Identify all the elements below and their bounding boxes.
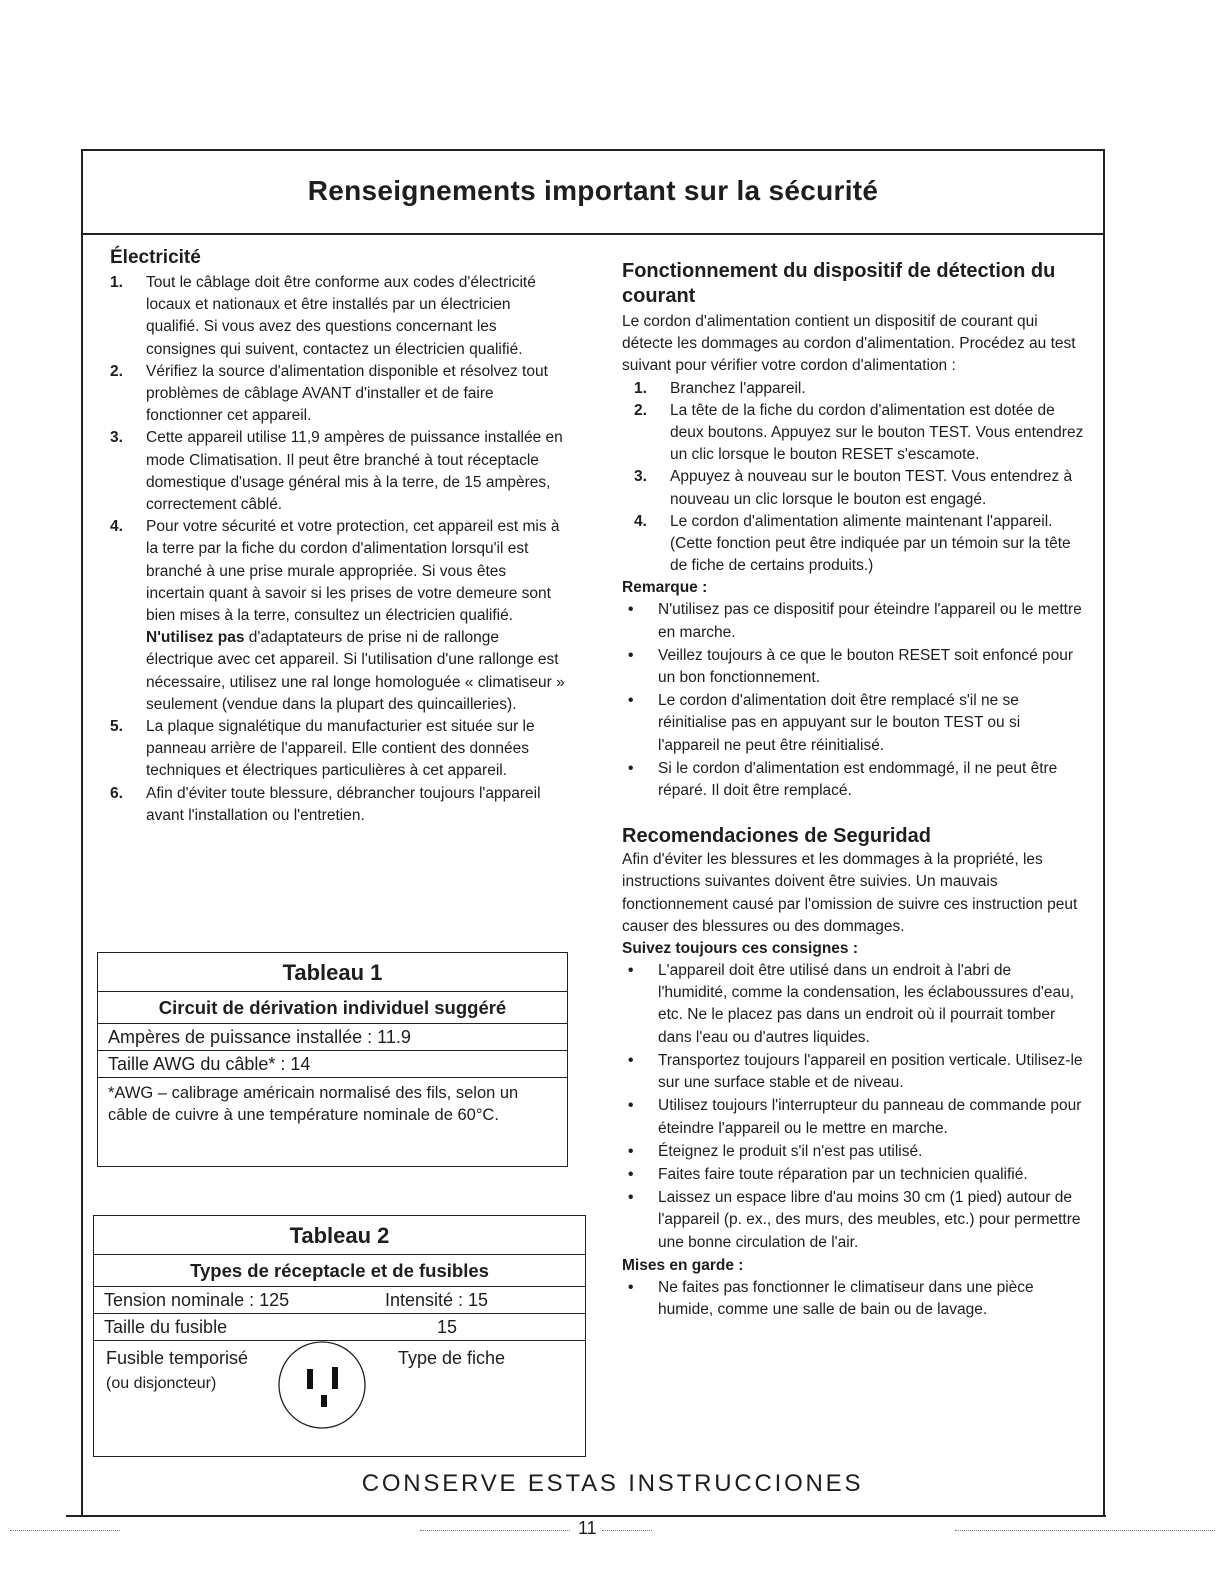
list-item: • Transportez toujours l'appareil en position verticale. Utilisez-le sur une surface stable et de niveau. (628, 1051, 1083, 1092)
page-line-left (420, 1530, 570, 1531)
list-item: 2. La tête de la fiche du cordon d'alimentation est dotée de deux boutons. Appuyez sur le bouton TEST. Vous entendrez un clic lorsque le bouton RESET s'escamote. (634, 401, 1084, 464)
grounded-plug-outlet-icon (272, 1337, 372, 1433)
tableau-1-title: Tableau 1 (98, 953, 567, 992)
tableau-1-note: *AWG – calibrage américain normalisé des fils, selon un câble de cuivre à une température nominale de 60°C. (108, 1084, 519, 1124)
electricite-heading: Électricité (110, 247, 201, 268)
list-item: • Laissez un espace libre d'au moins 30 cm (1 pied) autour de l'appareil (p. ex., des murs, des meubles, etc.) pour permettre une bonne circulation de l'air. (628, 1189, 1081, 1251)
right-column (622, 255, 1084, 1322)
tableau-2-row-fiche (94, 1341, 585, 1451)
page-edge-line-left (10, 1530, 120, 1531)
tableau-2 (93, 1215, 586, 1457)
list-item: 1. Tout le câblage doit être conforme aux codes d'électricité locaux et nationaux et être installés par un électricien qualifié. Si vous avez des questions concernant les consignes qui suivent, contactez un électricien qualifié. (110, 274, 536, 358)
tableau-1-row-awg: Taille AWG du câble* : 14 (98, 1051, 567, 1078)
page-edge-line-right (955, 1530, 1215, 1531)
tableau-1-row-amperes: Ampères de puissance installée : 11.9 (98, 1024, 567, 1051)
list-item: 3. Appuyez à nouveau sur le bouton TEST. Vous entendrez à nouveau un clic lorsque le bouton est engagé. (634, 468, 1073, 508)
electricite-list (110, 272, 568, 827)
fuse-size-value: 15 (437, 1317, 458, 1337)
detection-intro: Le cordon d'alimentation contient un dispositif de courant qui détecte les dommages au cordon d'alimentation. Procédez au test suivant pour vérifier votre cordon d'alimentation : (622, 313, 1076, 375)
list-item: • Faites faire toute réparation par un technicien qualifié. (628, 1165, 1028, 1183)
page-number: 11 (578, 1518, 597, 1538)
suivez-label: Suivez toujours ces consignes : (622, 940, 859, 958)
tension-nominale: Tension nominale : 125 (104, 1290, 290, 1310)
list-item: 6. Afin d'éviter toute blessure, débrancher toujours l'appareil avant l'installation ou l'entretien. (110, 784, 541, 824)
remarque-list (622, 599, 1084, 802)
remarque-label: Remarque : (622, 579, 708, 597)
warning-emphasis: N'utilisez pas (146, 629, 245, 647)
tableau-2-title: Tableau 2 (94, 1216, 585, 1255)
list-item: • Utilisez toujours l'interrupteur du panneau de commande pour éteindre l'appareil ou le mettre en marche. (628, 1097, 1082, 1137)
tableau-2-row-tension (94, 1287, 585, 1314)
consignes-list (622, 960, 1084, 1254)
list-item: • Le cordon d'alimentation doit être remplacé s'il ne se réinitialise pas en appuyant sur le bouton TEST ou si l'appareil ne peut être réinitialisé. (628, 692, 1021, 754)
recomendaciones-intro: Afin d'éviter les blessures et les dommages à la propriété, les instructions suivantes doivent être suivies. Un mauvais fonctionnement causé par l'omission de suivre ces instruction peut causer des blessures ou des dommages. (622, 851, 1078, 935)
tableau-1 (97, 952, 568, 1167)
mises-en-garde-list (622, 1277, 1084, 1321)
ou-disjoncteur: (ou disjoncteur) (106, 1375, 217, 1392)
list-item: • Éteignez le produit s'il n'est pas utilisé. (628, 1142, 923, 1160)
list-item: • Si le cordon d'alimentation est endommagé, il ne peut être réparé. Il doit être remplacé. (628, 759, 1058, 800)
type-de-fiche: Type de fiche (398, 1348, 506, 1368)
page-title: Renseignements important sur la sécurité (307, 175, 879, 206)
list-item: • Ne faites pas fonctionner le climatiseur dans une pièce humide, comme une salle de bain ou de lavage. (628, 1278, 1034, 1318)
tableau-1-subtitle: Circuit de dérivation individuel suggéré (98, 992, 567, 1024)
list-item: 4. Pour votre sécurité et votre protection, cet appareil est mis à la terre par la fiche du cordon d'alimentation lorsqu'il est branché à une prise murale appropriée. Si vous êtes incertain quant à savoir si les prises de votre demeure sont bien mises à la terre, consultez un électricien qualifié. N'utilisez pas d'adaptateurs de prise ni de rallonge électrique avec cet appareil. Si l'utilisation d'une rallonge est nécessaire, utilisez une ral longe homologuée « climatiseur » seulement (vendue dans la plupart des quincailleries). (110, 518, 565, 713)
list-item: 4. Le cordon d'alimentation alimente maintenant l'appareil. (Cette fonction peut être indiquée par un témoin sur la tête de fiche de certains produits.) (634, 512, 1071, 575)
bottom-rule (66, 1515, 1106, 1517)
list-item: 5. La plaque signalétique du manufacturier est située sur le panneau arrière de l'appareil. Elle contient des données techniques et électriques particulières à cet appareil. (110, 718, 535, 780)
page-line-right (602, 1530, 652, 1531)
list-item: • Veillez toujours à ce que le bouton RESET soit enfoncé pour un bon fonctionnement. (628, 646, 1074, 687)
left-column (110, 245, 568, 827)
detection-heading: Fonctionnement du dispositif de détection du courant (622, 260, 1056, 307)
tableau-2-subtitle: Types de réceptacle et de fusibles (94, 1255, 585, 1287)
recomendaciones-heading: Recomendaciones de Seguridad (622, 825, 931, 848)
detection-steps (634, 378, 1084, 578)
fuse-size-label: Taille du fusible (104, 1317, 228, 1337)
list-item: • L'appareil doit être utilisé dans un endroit à l'abri de l'humidité, comme la condensation, les éclaboussures d'eau, etc. Ne le placez pas dans un endroit où il pourrait tomber dans l'eau ou d'autres liquides. (628, 962, 1075, 1046)
list-item: 2. Vérifiez la source d'alimentation disponible et résolvez tout problèmes de câblage AVANT d'installer et de faire fonctionner cet appareil. (110, 362, 548, 425)
conserve-instructions-banner: CONSERVE ESTAS INSTRUCCIONES (361, 1470, 864, 1497)
fusible-temporise: Fusible temporisé (106, 1348, 249, 1368)
intensite: Intensité : 15 (385, 1290, 489, 1310)
list-item: • N'utilisez pas ce dispositif pour éteindre l'appareil ou le mettre en marche. (628, 601, 1082, 641)
title-band (81, 149, 1105, 235)
list-item: 3. Cette appareil utilise 11,9 ampères de puissance installée en mode Climatisation. Il peut être branché à tout réceptacle domestique d'usage général mis à la terre, de 15 ampères, correctement câblé. (110, 429, 563, 514)
list-item: 1. Branchez l'appareil. (634, 379, 806, 397)
mises-en-garde-label: Mises en garde : (622, 1256, 744, 1274)
